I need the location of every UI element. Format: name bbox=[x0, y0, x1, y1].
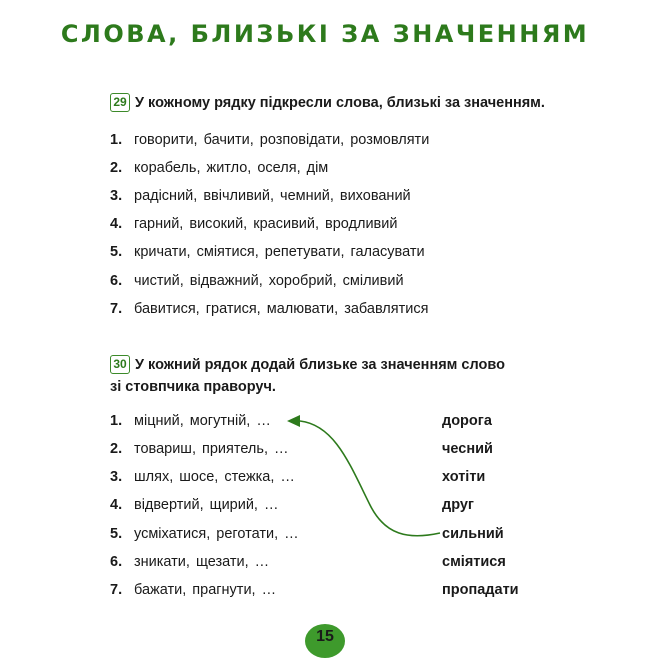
row-words: корабель, житло, оселя, дім bbox=[134, 160, 329, 176]
row-number: 6. bbox=[110, 273, 123, 289]
row-number: 5. bbox=[110, 526, 123, 542]
task-30-badge: 30 bbox=[110, 355, 130, 374]
option-word: пропадати bbox=[442, 582, 519, 598]
example-arrow-line bbox=[300, 421, 440, 536]
row-words: гарний, високий, красивий, вродливий bbox=[134, 216, 398, 232]
task-30-text-line-1: У кожний рядок додай близьке за значенням слово bbox=[135, 357, 505, 373]
row-number: 2. bbox=[110, 160, 123, 176]
row-words: бавитися, гратися, малювати, забавлятися bbox=[134, 301, 429, 317]
row-number: 6. bbox=[110, 554, 123, 570]
row-words: зникати, щезати, … bbox=[134, 554, 270, 570]
row-words: говорити, бачити, розповідати, розмовляти bbox=[134, 132, 430, 148]
option-word: дорога bbox=[442, 413, 492, 429]
row-number: 4. bbox=[110, 497, 123, 513]
page-title: СЛОВА, БЛИЗЬКІ ЗА ЗНАЧЕННЯМ bbox=[60, 20, 590, 48]
row-number: 5. bbox=[110, 244, 123, 260]
option-word: сміятися bbox=[442, 554, 506, 570]
row-words: чистий, відважний, хоробрий, сміливий bbox=[134, 273, 404, 289]
row-words: товариш, приятель, … bbox=[134, 441, 289, 457]
option-word: друг bbox=[442, 497, 474, 513]
arrowhead-icon bbox=[287, 415, 300, 427]
row-number: 3. bbox=[110, 188, 123, 204]
row-number: 7. bbox=[110, 582, 123, 598]
row-words: шлях, шосе, стежка, … bbox=[134, 469, 295, 485]
row-number: 4. bbox=[110, 216, 123, 232]
row-number: 2. bbox=[110, 441, 123, 457]
row-number: 1. bbox=[110, 132, 123, 148]
row-number: 7. bbox=[110, 301, 123, 317]
row-words: відвертий, щирий, … bbox=[134, 497, 279, 513]
row-words: радісний, ввічливий, чемний, вихований bbox=[134, 188, 411, 204]
row-words: усміхатися, реготати, … bbox=[134, 526, 299, 542]
row-number: 1. bbox=[110, 413, 123, 429]
option-word: чесний bbox=[442, 441, 493, 457]
task-30-text-line-2: зі стовпчика праворуч. bbox=[110, 379, 276, 395]
row-words: кричати, сміятися, репетувати, галасувати bbox=[134, 244, 425, 260]
task-29-text: У кожному рядку підкресли слова, близькі за значенням. bbox=[135, 95, 545, 111]
option-word: хотіти bbox=[442, 469, 486, 485]
task-29-badge: 29 bbox=[110, 93, 130, 112]
row-words: бажати, прагнути, … bbox=[134, 582, 277, 598]
page-number: 15 bbox=[305, 624, 345, 658]
row-number: 3. bbox=[110, 469, 123, 485]
row-words: міцний, могутній, … bbox=[134, 413, 271, 429]
option-word: сильний bbox=[442, 526, 504, 542]
